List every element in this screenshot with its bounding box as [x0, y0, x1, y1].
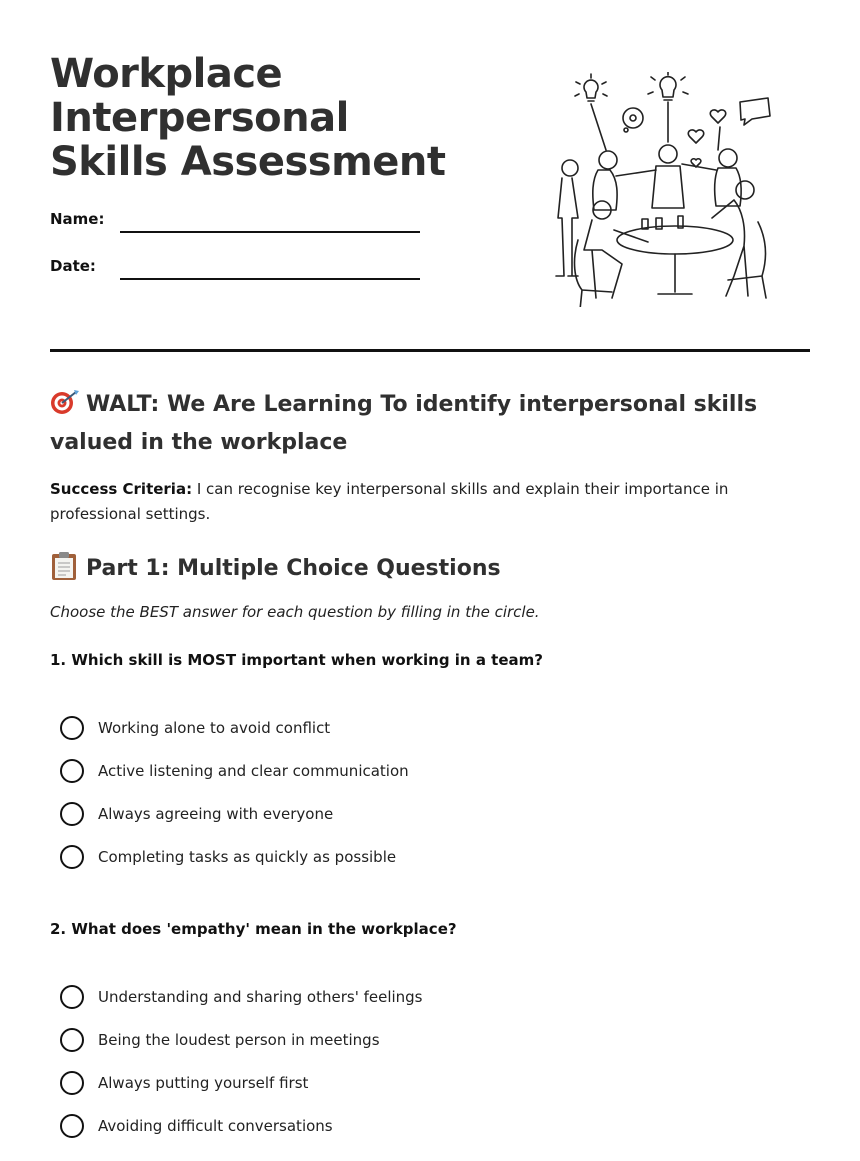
- person-figure: [682, 149, 741, 206]
- radio-circle[interactable]: [60, 1114, 84, 1138]
- option-label: Working alone to avoid conflict: [98, 719, 331, 737]
- success-criteria-text: I can recognise key interpersonal skills and explain their importance in professional settings.: [50, 480, 729, 523]
- thought-bubble-icon: [623, 108, 643, 128]
- question-1: [50, 651, 810, 866]
- answer-option[interactable]: [60, 1071, 660, 1101]
- option-label: Understanding and sharing others' feelings: [98, 988, 423, 1006]
- date-label: Date:: [50, 257, 96, 275]
- radio-circle[interactable]: [60, 845, 84, 869]
- header-divider: [50, 349, 810, 352]
- clipboard-icon: [50, 551, 78, 581]
- lightbulb-icon: [575, 74, 607, 101]
- worksheet-page: [50, 0, 810, 1135]
- question-text: 2. What does 'empathy' mean in the workplace?: [50, 920, 457, 938]
- radio-circle[interactable]: [60, 1071, 84, 1095]
- person-figure: [584, 201, 648, 298]
- option-label: Avoiding difficult conversations: [98, 1117, 333, 1135]
- answer-option[interactable]: [60, 716, 660, 746]
- option-label: Being the loudest person in meetings: [98, 1031, 380, 1049]
- person-figure: [652, 145, 684, 208]
- option-label: Always agreeing with everyone: [98, 805, 334, 823]
- radio-circle[interactable]: [60, 802, 84, 826]
- heart-icon: [688, 130, 703, 143]
- radio-circle[interactable]: [60, 1028, 84, 1052]
- answer-option[interactable]: [60, 1028, 660, 1058]
- answer-option[interactable]: [60, 802, 660, 832]
- part1-heading: [50, 551, 501, 586]
- option-label: Active listening and clear communication: [98, 762, 409, 780]
- radio-circle[interactable]: [60, 759, 84, 783]
- lightbulb-icon: [648, 72, 688, 100]
- table-shape: [617, 226, 733, 254]
- team-meeting-illustration: [550, 72, 785, 307]
- radio-circle[interactable]: [60, 985, 84, 1009]
- heart-icon: [710, 110, 725, 123]
- walt-text: WALT: We Are Learning To identify interpersonal skills valued in the workplace: [50, 392, 758, 455]
- option-label: Completing tasks as quickly as possible: [98, 848, 397, 866]
- question-text: 1. Which skill is MOST important when working in a team?: [50, 651, 543, 669]
- success-criteria-label: Success Criteria:: [50, 480, 193, 498]
- date-field[interactable]: [120, 278, 420, 280]
- success-criteria: [50, 477, 780, 527]
- part1-title: Part 1: Multiple Choice Questions: [86, 556, 501, 581]
- answer-option[interactable]: [60, 759, 660, 789]
- part1-instruction: Choose the BEST answer for each question by filling in the circle.: [50, 603, 540, 621]
- worksheet-header: [50, 0, 810, 352]
- radio-circle[interactable]: [60, 716, 84, 740]
- question-2: [50, 920, 810, 1135]
- name-label: Name:: [50, 210, 105, 228]
- direct-hit-target-icon: [50, 389, 80, 415]
- walt-heading: [50, 386, 810, 462]
- option-label: Always putting yourself first: [98, 1074, 309, 1092]
- page-title: Workplace Interpersonal Skills Assessment: [50, 51, 446, 185]
- answer-option[interactable]: [60, 845, 660, 875]
- answer-option[interactable]: [60, 1114, 660, 1144]
- name-field[interactable]: [120, 231, 420, 233]
- speech-bubble-icon: [740, 98, 770, 125]
- answer-option[interactable]: [60, 985, 660, 1015]
